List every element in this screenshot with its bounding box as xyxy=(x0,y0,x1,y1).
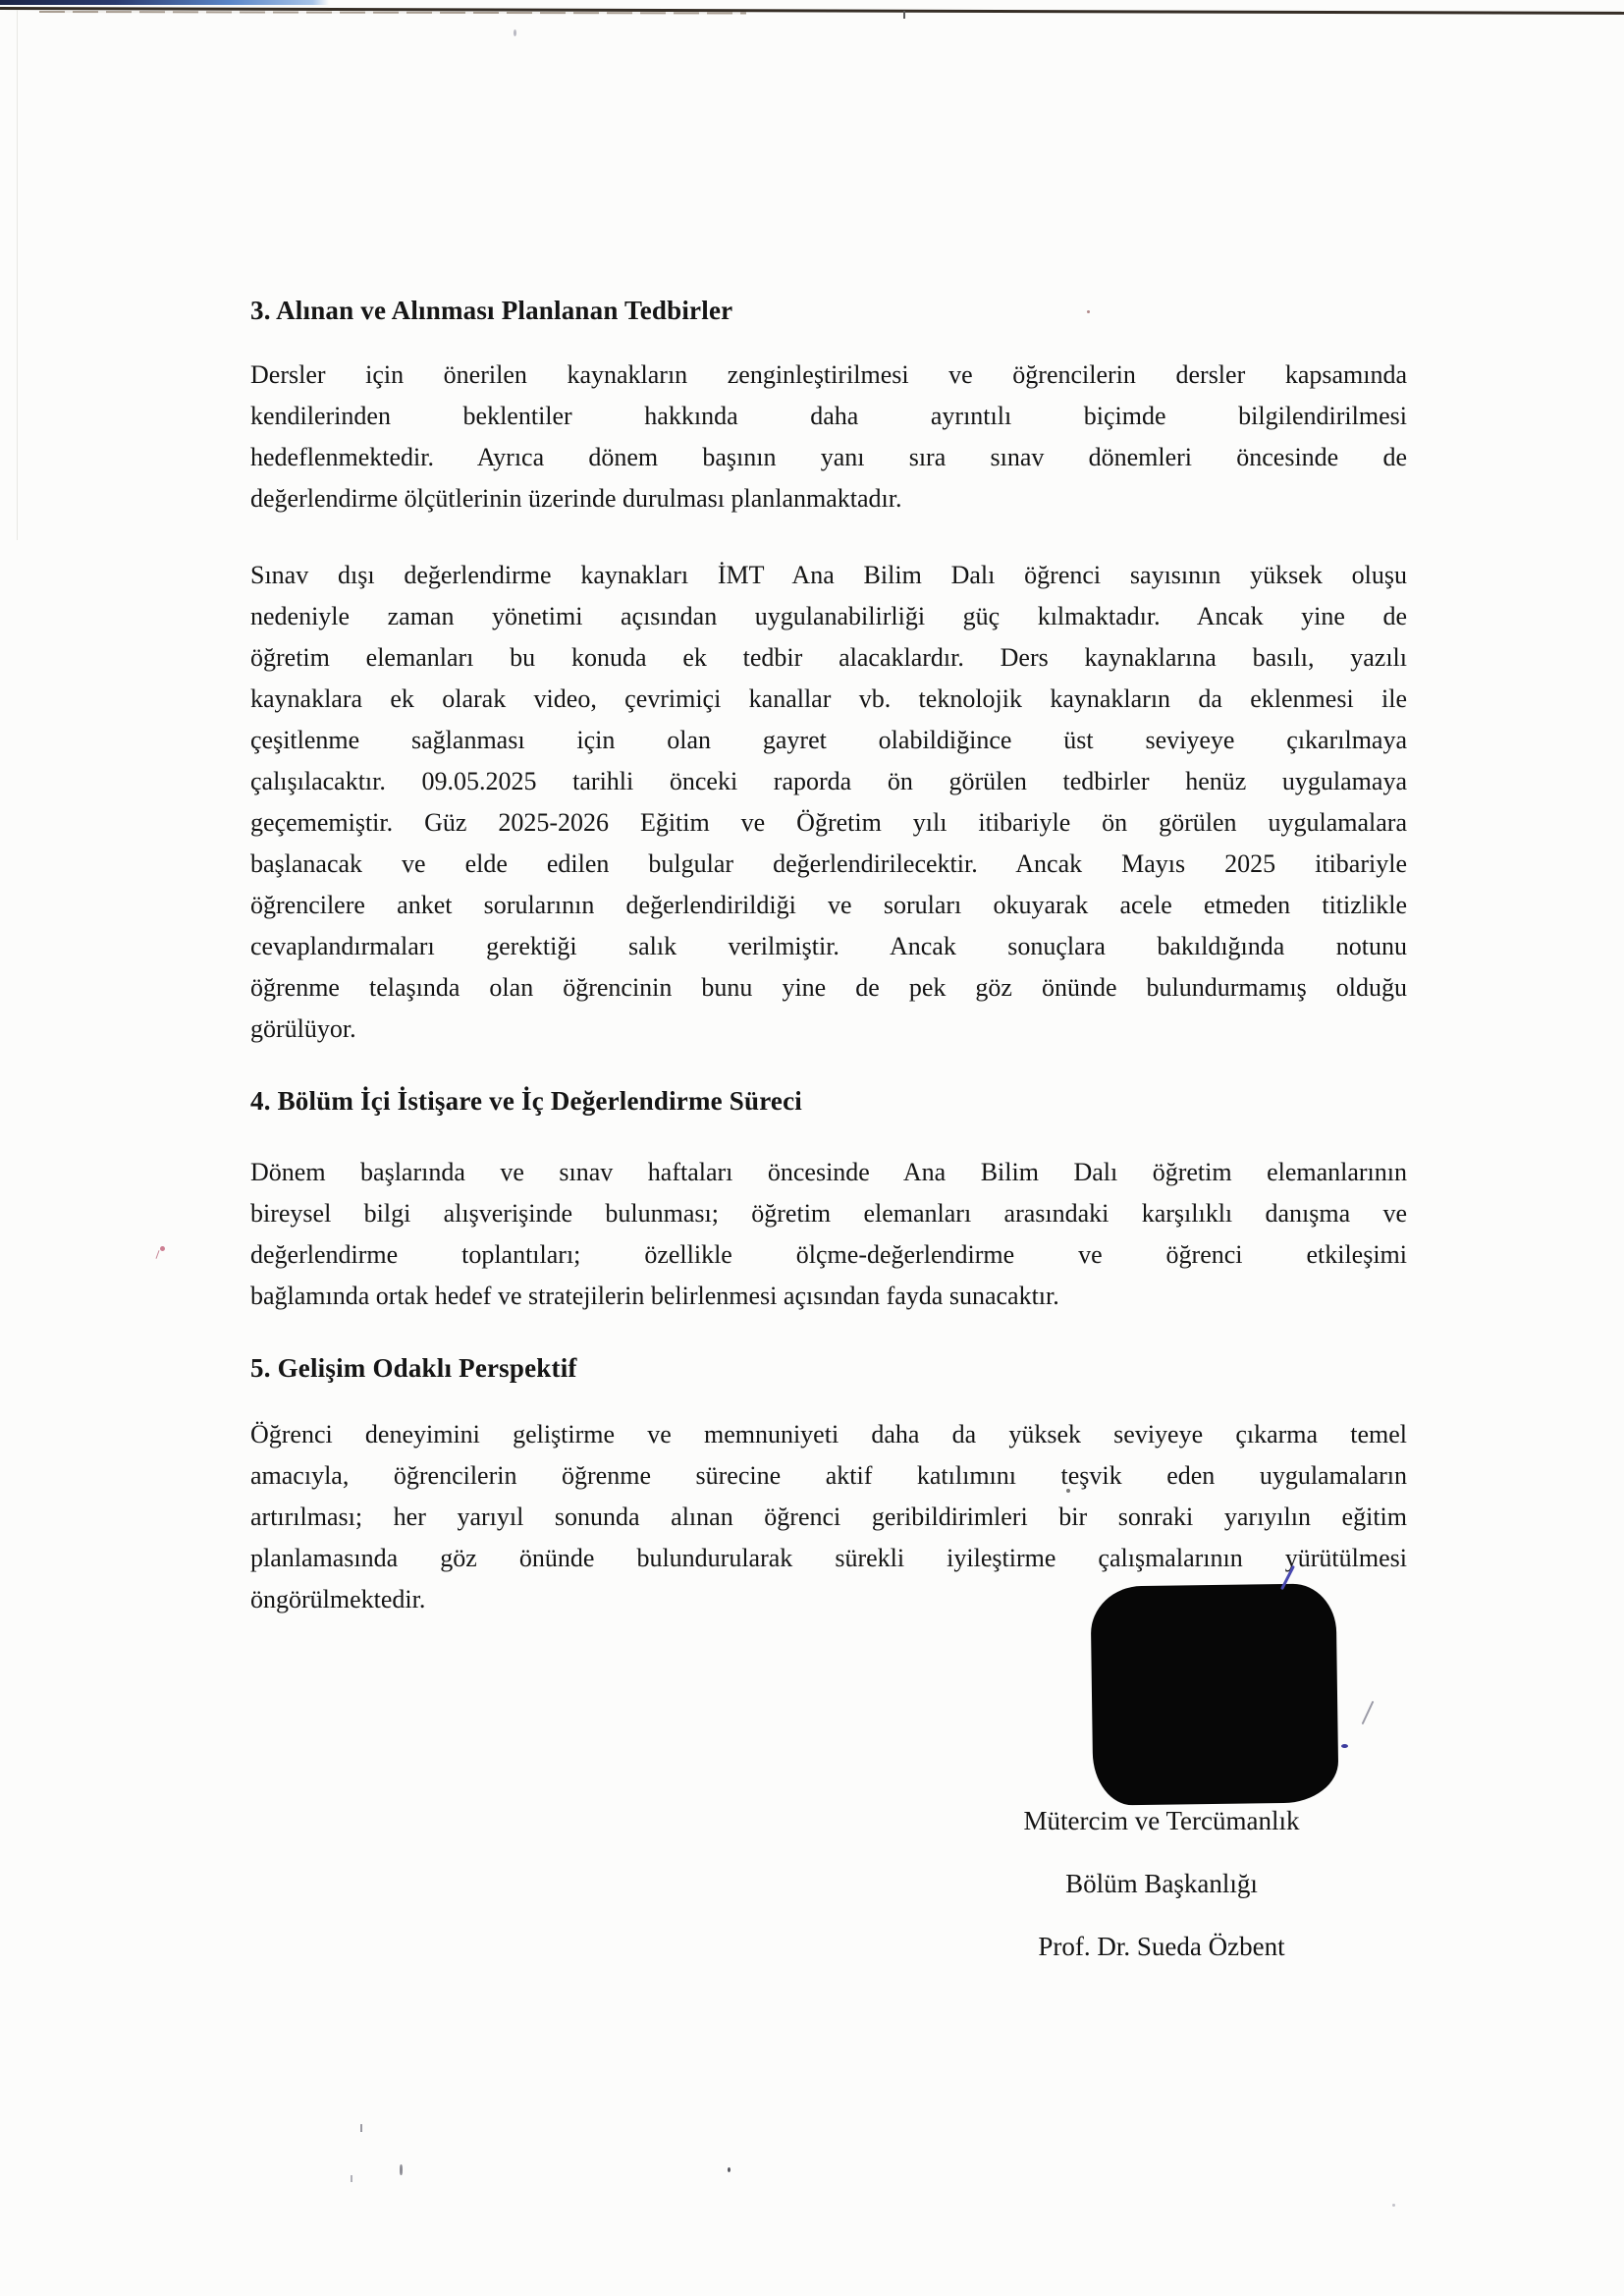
scan-speck xyxy=(360,2124,362,2132)
scan-corner-mark xyxy=(0,0,329,5)
text-line: değerlendirme toplantıları; özellikle ölçme-değerlendirme ve öğrenci etkileşimi xyxy=(250,1240,1407,1269)
scan-speck xyxy=(351,2175,352,2182)
scan-speck xyxy=(903,11,905,19)
text-line: Sınav dışı değerlendirme kaynakları İMT Ana Bilim Dalı öğrenci sayısının yüksek oluşu xyxy=(250,561,1407,589)
text-line: kaynaklara ek olarak video, çevrimiçi kanallar vb. teknolojik kaynakların da eklenmesi ile xyxy=(250,684,1407,713)
text-line: öğrenme telaşında olan öğrencinin bunu yine de pek göz önünde bulundurmamış olduğu xyxy=(250,973,1407,1002)
text-line: cevaplandırmaları gerektiği salık verilmiştir. Ancak sonuçlara bakıldığında notunu xyxy=(250,932,1407,960)
text-line: planlamasında göz önünde bulundurularak sürekli iyileştirme çalışmalarının yürütülmesi xyxy=(250,1544,1407,1572)
pen-mark-dot xyxy=(1341,1744,1348,1748)
text-line: öğrencilere anket sorularının değerlendirildiği ve soruları okuyarak acele etmeden titizlikle xyxy=(250,891,1407,919)
redaction-blob xyxy=(1090,1583,1338,1805)
text-line: görülüyor. xyxy=(250,1014,356,1043)
scan-speck xyxy=(1392,2204,1395,2207)
text-line: amacıyla, öğrencilerin öğrenme sürecine aktif katılımını teşvik eden uygulamaların xyxy=(250,1461,1407,1490)
section-3-paragraph-2 xyxy=(250,555,1407,1050)
text-line: kendilerinden beklentiler hakkında daha ayrıntılı biçimde bilgilendirilmesi xyxy=(250,402,1407,430)
section-4-paragraph-1 xyxy=(250,1152,1407,1317)
signature-department-line: Bölüm Başkanlığı xyxy=(1065,1869,1258,1898)
signature-block xyxy=(916,1789,1407,1978)
text-line: geçememiştir. Güz 2025-2026 Eğitim ve Öğretim yılı itibariyle ön görülen uygulamalara xyxy=(250,808,1407,837)
text-line: çeşitlenme sağlanması için olan gayret olabildiğince üst seviyeye çıkarılmaya xyxy=(250,726,1407,754)
scan-left-edge-shadow xyxy=(17,10,18,540)
text-line: öğretim elemanları bu konuda ek tedbir alacaklardır. Ders kaynaklarına basılı, yazılı xyxy=(250,643,1407,672)
text-line: çalışılacaktır. 09.05.2025 tarihli önceki raporda ön görülen tedbirler henüz uygulamaya xyxy=(250,767,1407,795)
text-line: öngörülmektedir. xyxy=(250,1585,426,1613)
text-line: hedeflenmektedir. Ayrıca dönem başının yanı sıra sınav dönemleri öncesinde de xyxy=(250,443,1407,471)
section-3-heading: 3. Alınan ve Alınması Planlanan Tedbirler xyxy=(250,296,733,325)
text-line: bireysel bilgi alışverişinde bulunması; öğretim elemanları arasındaki karşılıklı danışma ve xyxy=(250,1199,1407,1228)
section-5-heading: 5. Gelişim Odaklı Perspektif xyxy=(250,1353,577,1383)
signature-unit-line: Mütercim ve Tercümanlık xyxy=(1023,1806,1300,1835)
text-line: Öğrenci deneyimini geliştirme ve memnuniyeti daha da yüksek seviyeye çıkarma temel xyxy=(250,1420,1407,1449)
section-4-heading: 4. Bölüm İçi İstişare ve İç Değerlendirme Süreci xyxy=(250,1086,803,1116)
text-line: artırılması; her yarıyıl sonunda alınan öğrenci geribildirimleri bir sonraki yarıyılın eğitim xyxy=(250,1503,1407,1531)
text-line: başlanacak ve elde edilen bulgular değerlendirilecektir. Ancak Mayıs 2025 itibariyle xyxy=(250,849,1407,878)
scan-speck xyxy=(514,29,516,36)
scan-speck xyxy=(728,2167,731,2172)
text-line: nedeniyle zaman yönetimi açısından uygulanabilirliği güç kılmaktadır. Ancak yine de xyxy=(250,602,1407,630)
text-line: değerlendirme ölçütlerinin üzerinde durulması planlanmaktadır. xyxy=(250,484,902,513)
text-line: bağlamında ortak hedef ve stratejilerin belirlenmesi açısından fayda sunacaktır. xyxy=(250,1282,1059,1310)
scan-top-edge-line-secondary xyxy=(39,11,746,15)
scan-speck xyxy=(400,2164,403,2175)
signature-name-line: Prof. Dr. Sueda Özbent xyxy=(1038,1932,1285,1961)
pink-ink-speck xyxy=(160,1246,165,1251)
pen-mark-slash xyxy=(1362,1701,1375,1724)
section-3-paragraph-1 xyxy=(250,355,1407,519)
pink-ink-speck-tail xyxy=(155,1250,159,1259)
text-line: Dönem başlarında ve sınav haftaları öncesinde Ana Bilim Dalı öğretim elemanlarının xyxy=(250,1158,1407,1186)
text-line: Dersler için önerilen kaynakların zenginleştirilmesi ve öğrencilerin dersler kapsamında xyxy=(250,360,1407,389)
